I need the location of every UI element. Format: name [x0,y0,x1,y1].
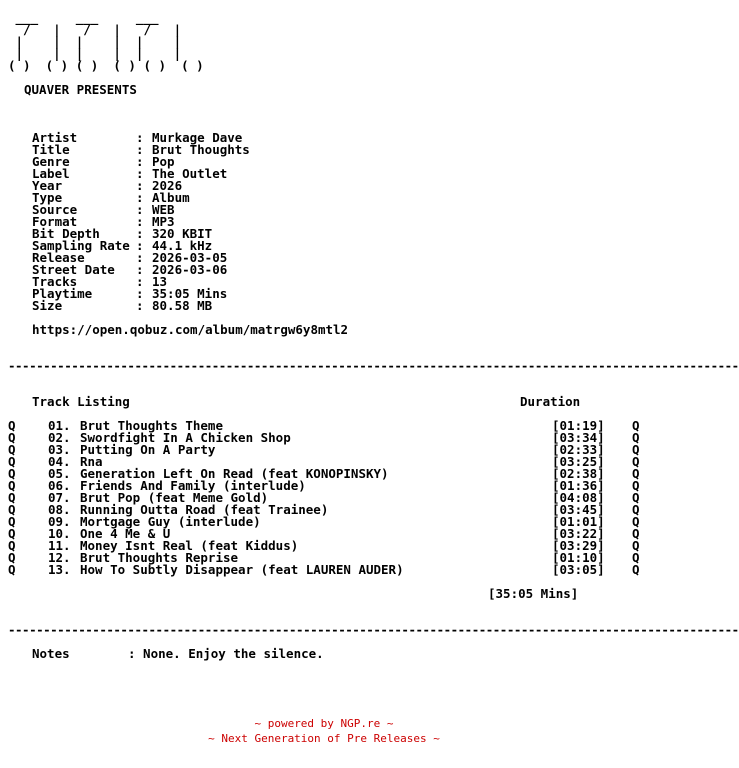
track-duration: [04:08] [552,490,605,505]
track-marker-right: Q [632,466,640,481]
info-colon: : [136,286,144,301]
track-number: 07. [48,490,71,505]
track-marker-left: Q [8,502,16,517]
info-row [8,216,640,228]
total-row [8,588,640,600]
info-label: Size [32,298,63,313]
track-number: 13. [48,562,71,577]
track-duration: [02:33] [552,442,605,457]
info-row [8,204,640,216]
info-row [8,264,640,276]
info-label: Label [32,166,70,181]
divider-bottom: -------------------------------------------------------------------------------------------------------- [8,622,739,637]
info-value: 13 [152,274,168,289]
info-colon: : [136,226,144,241]
info-colon: : [136,166,144,181]
track-marker-left: Q [8,418,16,433]
track-marker-left: Q [8,562,16,577]
track-marker-right: Q [632,514,640,529]
track-marker-right: Q [632,502,640,517]
info-row [8,168,640,180]
info-value: Brut Thoughts [152,142,250,157]
info-colon: : [136,154,144,169]
info-value: The Outlet [152,166,228,181]
info-colon: : [136,130,144,145]
info-label: Street Date [32,262,115,277]
release-info-block [8,132,640,312]
info-row [8,288,640,300]
track-duration: [01:10] [552,550,605,565]
track-marker-left: Q [8,454,16,469]
track-number: 09. [48,514,71,529]
track-title: Rna [80,454,103,469]
track-title: Money Isnt Real (feat Kiddus) [80,538,299,553]
nfo-document [8,10,739,661]
info-label: Bit Depth [32,226,100,241]
track-marker-left: Q [8,478,16,493]
info-value: 80.58 MB [152,298,213,313]
track-number: 02. [48,430,71,445]
info-colon: : [136,298,144,313]
track-number: 12. [48,550,71,565]
track-title: Putting On A Party [80,442,216,457]
footer-tagline: ~ Next Generation of Pre Releases ~ [208,732,440,745]
track-marker-left: Q [8,538,16,553]
track-duration: [03:45] [552,502,605,517]
info-row [8,132,640,144]
info-colon: : [136,214,144,229]
quaver-logo-art: ___ ___ ___ / | / | / | | | | | | | | | | | | | ( ) ( ) ( ) ( ) ( ) ( ) [8,10,204,73]
info-label: Sampling Rate [32,238,130,253]
info-value: 2026-03-05 [152,250,228,265]
info-colon: : [136,202,144,217]
track-number: 05. [48,466,71,481]
info-row [8,276,640,288]
track-duration: [03:05] [552,562,605,577]
info-label: Title [32,142,70,157]
divider-top: -------------------------------------------------------------------------------------------------------- [8,358,739,373]
info-value: Album [152,190,190,205]
track-title: Generation Left On Read (feat KONOPINSKY) [80,466,389,481]
track-title: Brut Thoughts Theme [80,418,223,433]
track-title: Swordfight In A Chicken Shop [80,430,291,445]
track-title: Running Outta Road (feat Trainee) [80,502,329,517]
track-duration: [03:22] [552,526,605,541]
info-label: Genre [32,154,70,169]
info-value: Murkage Dave [152,130,243,145]
track-marker-right: Q [632,454,640,469]
info-value: 2026-03-06 [152,262,228,277]
info-label: Playtime [32,286,93,301]
info-colon: : [136,142,144,157]
info-value: Pop [152,154,175,169]
track-marker-left: Q [8,526,16,541]
info-label: Artist [32,130,78,145]
footer-powered-by: ~ powered by NGP.re ~ [254,717,394,730]
info-value: 320 KBIT [152,226,213,241]
track-duration: [01:19] [552,418,605,433]
track-duration: [03:25] [552,454,605,469]
notes-value: : None. Enjoy the silence. [128,646,324,661]
album-url: https://open.qobuz.com/album/matrgw6y8mtl2 [32,322,349,337]
info-row [8,192,640,204]
info-row [8,300,640,312]
track-list [8,420,640,576]
track-title: Brut Thoughts Reprise [80,550,239,565]
notes-row [8,648,640,660]
info-value: 44.1 kHz [152,238,213,253]
info-colon: : [136,178,144,193]
track-marker-right: Q [632,538,640,553]
info-colon: : [136,262,144,277]
group-name-row [8,84,640,96]
track-number: 11. [48,538,71,553]
track-row [8,564,640,576]
track-marker-right: Q [632,526,640,541]
track-duration: [03:29] [552,538,605,553]
track-duration: [01:36] [552,478,605,493]
track-marker-right: Q [632,442,640,457]
track-marker-right: Q [632,418,640,433]
track-marker-right: Q [632,490,640,505]
total-playtime: [35:05 Mins] [488,586,579,601]
info-row [8,156,640,168]
track-marker-left: Q [8,430,16,445]
info-value: MP3 [152,214,175,229]
track-marker-right: Q [632,562,640,577]
track-marker-right: Q [632,430,640,445]
info-row [8,180,640,192]
track-row [8,444,640,456]
info-row [8,144,640,156]
info-label: Release [32,250,85,265]
track-title: Friends And Family (interlude) [80,478,306,493]
info-row [8,240,640,252]
track-number: 01. [48,418,71,433]
track-title: Mortgage Guy (interlude) [80,514,261,529]
track-number: 08. [48,502,71,517]
track-number: 10. [48,526,71,541]
tracklist-header [8,396,640,408]
info-colon: : [136,274,144,289]
info-label: Format [32,214,78,229]
track-marker-left: Q [8,442,16,457]
info-label: Tracks [32,274,78,289]
track-marker-right: Q [632,478,640,493]
track-title: One 4 Me & U [80,526,171,541]
notes-label: Notes [32,646,70,661]
tracklist-heading: Track Listing [32,394,130,409]
track-title: Brut Pop (feat Meme Gold) [80,490,269,505]
info-colon: : [136,250,144,265]
track-number: 03. [48,442,71,457]
info-value: 2026 [152,178,183,193]
album-url-row [8,324,640,336]
track-marker-left: Q [8,550,16,565]
track-marker-left: Q [8,466,16,481]
info-label: Source [32,202,78,217]
info-colon: : [136,190,144,205]
info-value: 35:05 Mins [152,286,228,301]
track-marker-left: Q [8,490,16,505]
track-duration: [02:38] [552,466,605,481]
info-label: Type [32,190,63,205]
track-marker-right: Q [632,550,640,565]
info-value: WEB [152,202,175,217]
info-colon: : [136,238,144,253]
track-number: 06. [48,478,71,493]
track-title: How To Subtly Disappear (feat LAUREN AUDER) [80,562,404,577]
duration-heading: Duration [520,394,581,409]
group-name: QUAVER PRESENTS [24,82,137,97]
track-marker-left: Q [8,514,16,529]
track-duration: [01:01] [552,514,605,529]
info-label: Year [32,178,63,193]
track-number: 04. [48,454,71,469]
track-duration: [03:34] [552,430,605,445]
